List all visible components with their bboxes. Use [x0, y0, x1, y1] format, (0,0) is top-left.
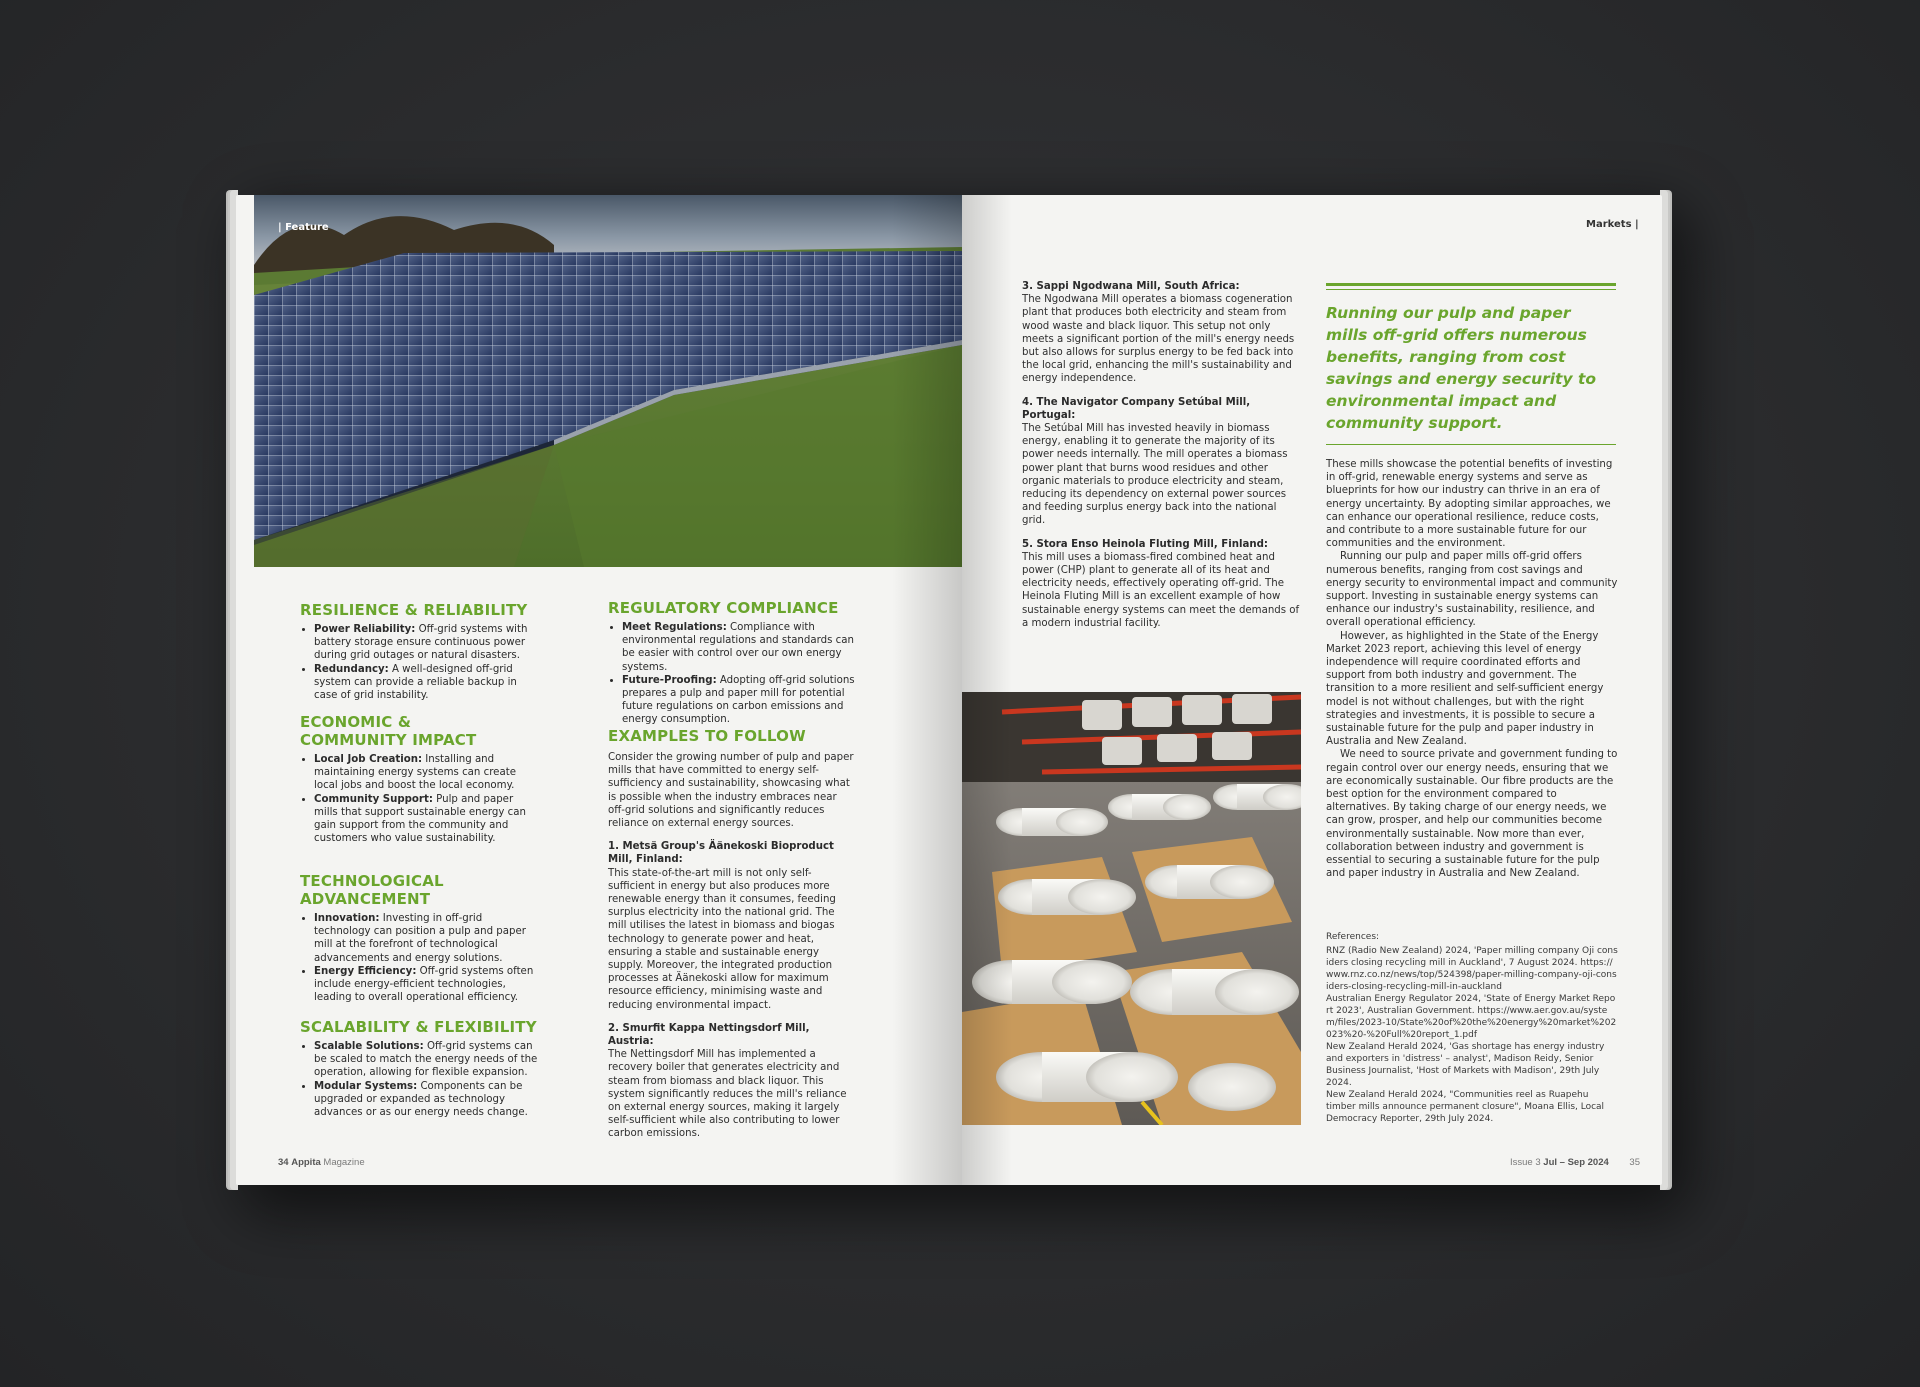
technological-heading-line2: ADVANCEMENT — [300, 890, 431, 908]
references-title: References: — [1326, 932, 1380, 942]
regulatory-section — [608, 599, 856, 727]
page-number-left: 34 — [278, 1157, 289, 1168]
economic-section — [300, 713, 540, 845]
mill2-title: 2. Smurfit Kappa Nettingsdorf Mill, Austria: — [608, 1022, 810, 1048]
quote-rule-top-thick — [1326, 283, 1616, 286]
magazine-name: Appita — [291, 1157, 321, 1168]
right-footer — [1510, 1157, 1640, 1168]
paper-rolls-image — [962, 692, 1301, 1125]
mill4-text: The Setúbal Mill has invested heavily in biomass energy, enabling it to generate the majority of its power needs internally. The mill operates a biomass power plant that burns wood residues and other organic materials to produce electricity and steam, reducing its dependency on external power sources and feeding surplus energy back into the national grid. — [1022, 423, 1288, 527]
spine-shadow-left — [892, 195, 962, 1185]
list-item: • Power Reliability: Off-grid systems with battery storage ensure continuous power during grid outages or natural disasters. — [314, 623, 540, 663]
solar-panel-image — [254, 195, 962, 567]
mill5-text: This mill uses a biomass-fired combined heat and power (CHP) plant to generate all of its heat and electricity needs, effectively operating off-grid. The Heinola Fluting Mill is an excellent example of how sustainable energy systems can meet the demands of a modern industrial facility. — [1022, 551, 1300, 629]
references — [1326, 931, 1618, 1125]
paragraph-4: We need to source private and government funding to regain control over our energy needs, ensuring that we are economically sustainable. Our fibre products are the best option for the environment compared to alternatives. By taking charge of our energy needs, we can grow, prosper, and help our communities become environmentally sustainable. Now more than ever, collaboration between industry and government is essential to securing a sustainable future for the pulp and paper industry in Australia and New Zealand. — [1326, 749, 1618, 880]
scalability-section — [300, 1018, 540, 1119]
mill5-title: 5. Stora Enso Heinola Fluting Mill, Finland: — [1022, 538, 1268, 550]
list-item: • Scalable Solutions: Off-grid systems can be scaled to match the energy needs of the operation, allowing for flexible expansion. — [314, 1040, 540, 1080]
section-tag-right: Markets | — [1586, 219, 1639, 230]
mill4-title: 4. The Navigator Company Setúbal Mill, Portugal: — [1022, 396, 1251, 421]
reference-item: New Zealand Herald 2024, "Communities reel as Ruapehu timber mills announce permanent closure", Moana Ellis, Local Democracy Reporter, 29th July 2024. — [1326, 1090, 1605, 1124]
list-item: • Redundancy: A well-designed off-grid system can provide a reliable backup in case of grid instability. — [314, 663, 540, 703]
mill3-text: The Ngodwana Mill operates a biomass cogeneration plant that produces both electricity and steam from wood waste and black liquor. This setup not only meets a significant portion of the mill's energy needs but also allows for surplus energy to be fed back into the local grid, enhancing the mill's sustainability and energy independence. — [1022, 294, 1295, 385]
examples-section — [608, 727, 856, 1141]
quote-rule-bottom — [1326, 444, 1616, 445]
issue-date: Jul – Sep 2024 — [1543, 1157, 1609, 1168]
mill1-text: This state-of-the-art mill is not only self-sufficient in energy but also produces more renewable energy than it consumes, feeding surplus electricity into the national grid. The mill utilises the latest in biomass and biogas technology to generate power and heat, ensuring a stable and sustainable energy supply. Moreover, the integrated production processes at Äänekoski allow for maximum resource efficiency, minimising waste and reducing environmental impact. — [608, 867, 836, 1011]
list-item: • Meet Regulations: Compliance with environmental regulations and standards can be easier with control over our own energy systems. — [622, 621, 856, 674]
list-item: • Future-Proofing: Adopting off-grid solutions prepares a pulp and paper mill for potential future regulations on carbon emissions and energy consumption. — [622, 674, 856, 727]
mill2-text: The Nettingsdorf Mill has implemented a recovery boiler that generates electricity and steam from biomass and black liquor. This system significantly reduces the mill's reliance on external energy sources, making it largely self-sufficient while also contributing to lower carbon emissions. — [608, 1049, 847, 1140]
regulatory-heading: REGULATORY COMPLIANCE — [608, 599, 839, 617]
paragraph-1: These mills showcase the potential benefits of investing in off-grid, renewable energy systems and serve as blueprints for how our industry can thrive in an era of energy uncertainty. By adopting similar approaches, we can enhance our operational resilience, reduce costs, and contribute to a more sustainable future for our communities and the environment. — [1326, 459, 1613, 550]
right-page — [962, 195, 1662, 1185]
issue-label: Issue 3 — [1510, 1157, 1541, 1168]
resilience-section — [300, 601, 540, 702]
left-page — [236, 195, 962, 1185]
magazine-label: Magazine — [323, 1157, 365, 1168]
technological-section — [300, 872, 540, 1004]
economic-heading-line1: ECONOMIC & — [300, 713, 412, 731]
examples-heading: EXAMPLES TO FOLLOW — [608, 727, 806, 745]
technological-heading-line1: TECHNOLOGICAL — [300, 872, 444, 890]
scalability-heading: SCALABILITY & FLEXIBILITY — [300, 1018, 537, 1036]
resilience-heading: RESILIENCE & RELIABILITY — [300, 601, 528, 619]
pull-quote: Running our pulp and paper mills off-grid offers numerous benefits, ranging from cost savings and energy security to environmental impact and community support. — [1326, 304, 1597, 432]
reference-item: New Zealand Herald 2024, 'Gas shortage has energy industry and exporters in 'distress' – analyst', Madison Reidy, Senior Business Journalist, 'Host of Markets with Madison', 29th July 2024. — [1326, 1042, 1605, 1088]
section-tag: | Feature — [278, 222, 329, 233]
list-item: • Community Support: Pulp and paper mills that support sustainable energy can gain support from the community and customers who value sustainability. — [314, 793, 540, 846]
list-item: • Local Job Creation: Installing and maintaining energy systems can create local jobs and boost the local economy. — [314, 753, 540, 793]
examples-intro: Consider the growing number of pulp and paper mills that have committed to energy self-sufficiency and sustainability, showcasing what is possible when the industry embraces near off-grid solutions and significantly reduces reliance on external energy sources. — [608, 752, 854, 830]
reference-item: RNZ (Radio New Zealand) 2024, 'Paper milling company Oji considers closing recycling mill in Auckland', 7 August 2024. https://www.rnz.co.nz/news/top/524398/paper-milling-company-oji-considers-closing-recycling-mill-in-auckland — [1326, 946, 1618, 992]
spine-shadow-right — [962, 195, 1012, 1185]
reference-item: Australian Energy Regulator 2024, 'State of Energy Market Report 2023', Australian Government. https://www.aer.gov.au/system/files/2023-10/State%20of%20the%20energy%20market%202023%20-%20Full%20report_1.pdf — [1326, 994, 1617, 1040]
paragraph-3: However, as highlighted in the State of the Energy Market 2023 report, achieving this level of energy independence will require coordinated efforts and support from both industry and government. The transition to a more resilient and self-sufficient energy model is not without challenges, but with the right strategies and investments, it is possible to secure a sustainable future for the pulp and paper industry in Australia and New Zealand. — [1326, 630, 1604, 748]
quote-rule-top-thin — [1326, 289, 1616, 290]
economic-heading-line2: COMMUNITY IMPACT — [300, 731, 477, 749]
page-number-right: 35 — [1629, 1157, 1640, 1168]
list-item: • Innovation: Investing in off-grid technology can position a pulp and paper mill at the forefront of technological advancements and energy solutions. — [314, 912, 540, 965]
list-item: • Modular Systems: Components can be upgraded or expanded as technology advances or as our energy needs change. — [314, 1080, 540, 1120]
mill3-title: 3. Sappi Ngodwana Mill, South Africa: — [1022, 281, 1240, 292]
left-footer — [278, 1157, 365, 1168]
pull-quote-block — [1326, 283, 1616, 445]
paragraph-2: Running our pulp and paper mills off-grid offers numerous benefits, ranging from cost savings and energy security to environmental impact and community support. Investing in sustainable energy systems can enhance our industry's sustainability, resilience, and overall operational efficiency. — [1326, 551, 1618, 629]
list-item: • Energy Efficiency: Off-grid systems often include energy-efficient technologies, leading to overall operational efficiency. — [314, 965, 540, 1005]
body-column — [1326, 458, 1618, 881]
mill1-title: 1. Metsä Group's Äänekoski Bioproduct Mill, Finland: — [608, 841, 834, 866]
mills-column — [1022, 280, 1302, 630]
